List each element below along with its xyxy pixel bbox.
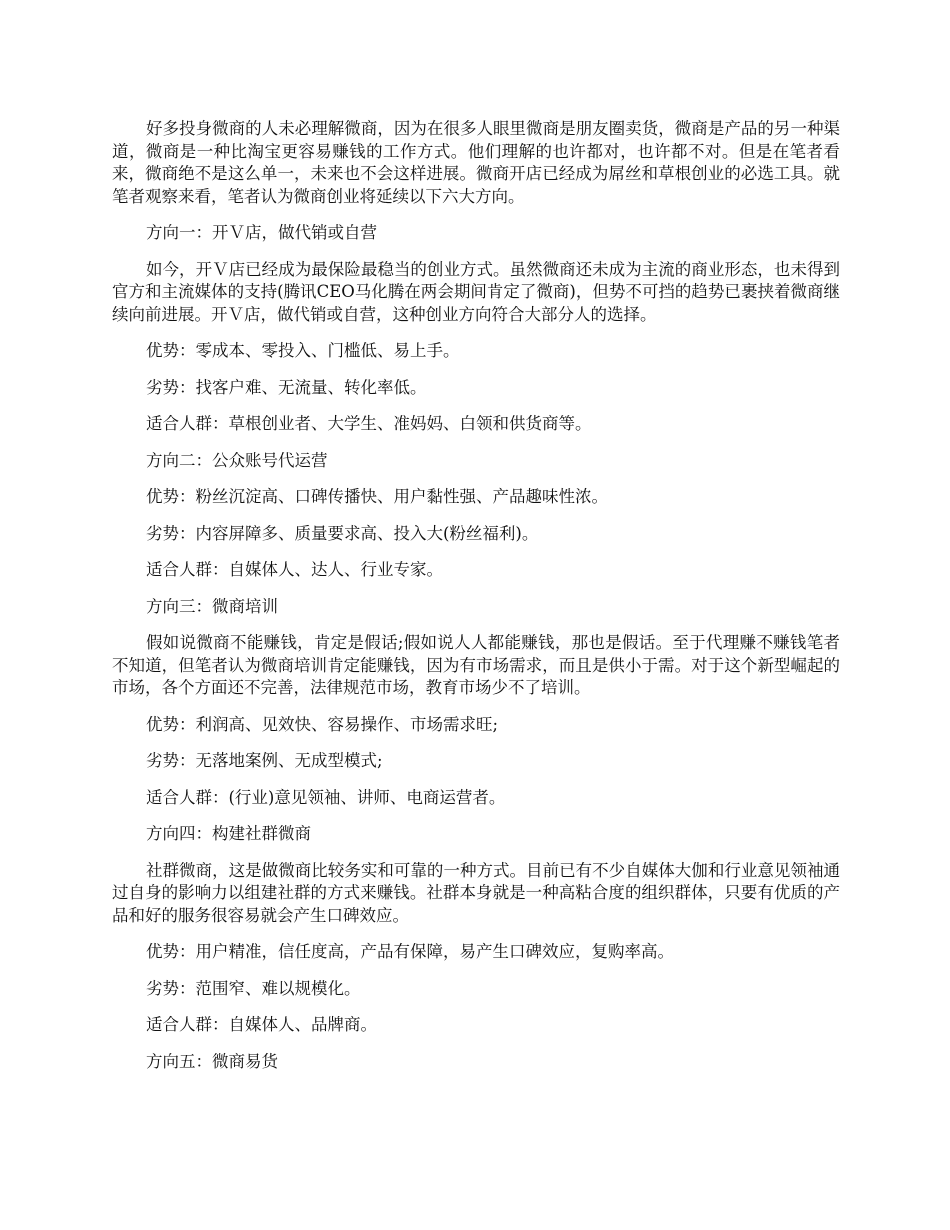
- audience-4: 适合人群：自媒体人、品牌商。: [146, 1015, 377, 1034]
- paragraph-direction-1: 如今，开Ｖ店已经成为最保险最稳当的创业方式。虽然微商还未成为主流的商业形态，也未得到官方和主流媒体的支持(腾讯CEO马化腾在两会期间肯定了微商)，但势不可挡的趋势已裹挟着微商继续向前进展。开Ｖ店，做代销或自营，这种创业方向符合大部分人的选择。: [112, 259, 840, 324]
- audience-3: 适合人群：(行业)意见领袖、讲师、电商运营者。: [146, 787, 506, 807]
- heading-direction-4: 方向四：构建社群微商: [146, 824, 311, 843]
- document-body: [112, 118, 840, 1087]
- disadvantage-1: 劣势：找客户难、无流量、转化率低。: [146, 377, 427, 397]
- advantage-2: 优势：粉丝沉淀高、口碑传播快、用户黏性强、产品趣味性浓。: [146, 487, 608, 506]
- advantage-4: 优势：用户精准，信任度高，产品有保障，易产生口碑效应，复购率高。: [146, 942, 674, 961]
- heading-direction-3: 方向三：微商培训: [146, 596, 278, 616]
- paragraph-direction-3: 假如说微商不能赚钱，肯定是假话;假如说人人都能赚钱，那也是假话。至于代理赚不赚钱笔者不知道，但笔者认为微商培训肯定能赚钱，因为有市场需求，而且是供小于需。对于这个新型崛起的市场，各个方面还不完善，法律规范市场，教育市场少不了培训。: [112, 633, 840, 697]
- advantage-3: 优势：利润高、见效快、容易操作、市场需求旺;: [146, 714, 499, 734]
- disadvantage-4: 劣势：范围窄、难以规模化。: [146, 978, 361, 998]
- heading-direction-5: 方向五：微商易货: [146, 1051, 278, 1071]
- heading-direction-2: 方向二：公众账号代运营: [146, 450, 328, 470]
- disadvantage-2: 劣势：内容屏障多、质量要求高、投入大(粉丝福利)。: [146, 523, 539, 543]
- advantage-1: 优势：零成本、零投入、门槛低、易上手。: [146, 341, 460, 360]
- paragraph-direction-4: 社群微商，这是做微商比较务实和可靠的一种方式。目前已有不少自媒体大伽和行业意见领袖通过自身的影响力以组建社群的方式来赚钱。社群本身就是一种高粘合度的组织群体，只要有优质的产品和好的服务很容易就会产生口碑效应。: [112, 860, 840, 925]
- heading-direction-1: 方向一：开Ｖ店，做代销或自营: [146, 223, 377, 242]
- audience-1: 适合人群：草根创业者、大学生、准妈妈、白领和供货商等。: [146, 414, 592, 433]
- disadvantage-3: 劣势：无落地案例、无成型模式;: [146, 751, 383, 770]
- paragraph-intro: 好多投身微商的人未必理解微商，因为在很多人眼里微商是朋友圈卖货，微商是产品的另一种渠道，微商是一种比淘宝更容易赚钱的工作方式。他们理解的也许都对，也许都不对。但是在笔者看来，微商绝不是这么单一，未来也不会这样进展。微商开店已经成为屌丝和草根创业的必选工具。就笔者观察来看，笔者认为微商创业将延续以下六大方向。: [112, 119, 840, 206]
- audience-2: 适合人群：自媒体人、达人、行业专家。: [146, 560, 443, 579]
